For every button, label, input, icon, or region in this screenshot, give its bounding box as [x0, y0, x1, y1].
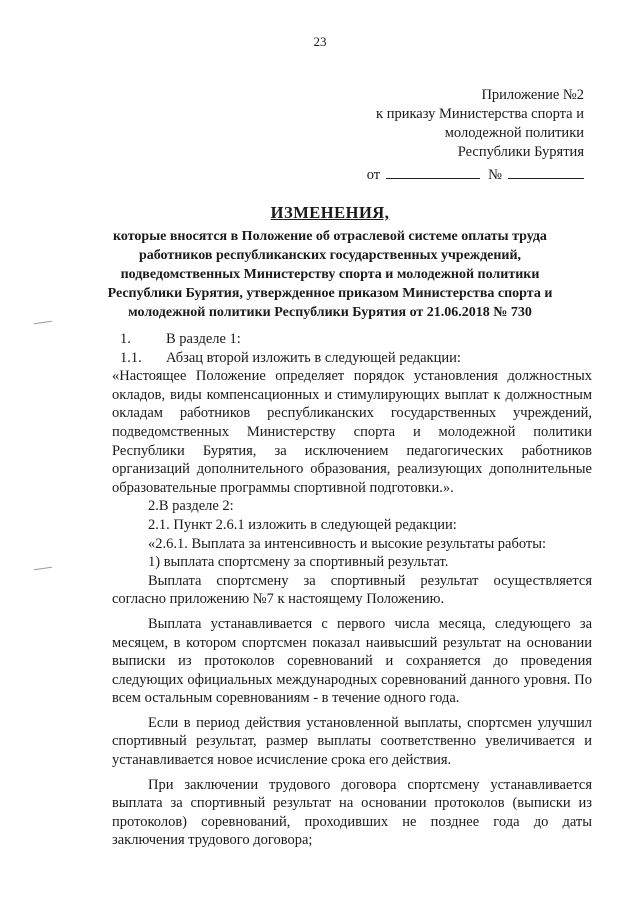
title-line: подведомственных Министерству спорта и молодежной политики	[120, 267, 540, 282]
document-title	[80, 203, 580, 322]
paragraph-3: Если в период действия установленной выплаты, спортсмен улучшил спортивный результат, размер выплаты соответственно увеличивается и устанавливается новое исчисление срока его действия.	[112, 714, 592, 769]
item-text: В разделе 1:	[166, 331, 241, 347]
number-blank	[508, 164, 584, 179]
subitem-1: 1) выплата спортсмену за спортивный результат.	[148, 554, 449, 571]
item-number: 1.	[120, 331, 131, 347]
page-number: 23	[313, 34, 327, 49]
appendix-title: Приложение №2	[481, 87, 584, 103]
number-label: №	[488, 167, 502, 183]
appendix-republic-line: Республики Бурятия	[457, 144, 584, 160]
title-subtitle	[80, 227, 580, 322]
item-number: 1.1.	[120, 349, 142, 366]
title-main: ИЗМЕНЕНИЯ,	[270, 203, 390, 222]
item-2-6-1: «2.6.1. Выплата за интенсивность и высокие результаты работы:	[148, 535, 547, 552]
margin-mark	[34, 321, 52, 326]
appendix-date-number-row	[367, 164, 584, 185]
title-line: которые вносятся в Положение об отраслевой системе оплаты труда	[113, 229, 547, 244]
paragraph-2: Выплата устанавливается с первого числа месяца, следующего за месяцем, в котором спортсмен показал наивысший результат на основании выписки из протоколов соревнований и сохраняется до проведения следующих официальных международных соревнований данного уровня. По всем остальным соревнованиям - в течение одного года.	[112, 615, 592, 707]
from-label: от	[366, 167, 381, 183]
appendix-ministry-line: молодежной политики	[444, 125, 584, 141]
item-1-1	[112, 349, 592, 368]
paragraph-1: Выплата спортсмену за спортивный результат осуществляется согласно приложению №7 к настоящему Положению.	[112, 572, 592, 608]
title-line: Республики Бурятия, утвержденное приказом Министерства спорта и	[107, 286, 553, 301]
appendix-header	[367, 86, 584, 185]
item-1	[112, 330, 592, 349]
margin-mark	[34, 567, 52, 572]
document-body	[112, 330, 592, 850]
quote-paragraph-1: «Настоящее Положение определяет порядок установления должностных окладов, виды компенсационных и стимулирующих выплат к должностным окладам работников республиканских государственных учреждений, подведомственных Министерству спорта и молодежной политики Республики Бурятия, за исключением педагогических работников организаций дополнительного образования, реализующих дополнительные образовательные программы спортивной подготовки.».	[112, 368, 592, 496]
appendix-order-line: к приказу Министерства спорта и	[376, 106, 584, 122]
title-line: молодежной политики Республики Бурятия от 21.06.2018 № 730	[128, 305, 532, 320]
title-line: работников республиканских государственных учреждений,	[138, 248, 522, 263]
item-2: 2.В разделе 2:	[148, 498, 234, 515]
paragraph-4: При заключении трудового договора спортсмену устанавливается выплата за спортивный результат на основании протоколов (выписки из протоколов) соревнований, проходивших не позднее года до даты заключения трудового договора;	[112, 776, 592, 849]
date-blank	[386, 164, 480, 179]
item-2-1: 2.1. Пункт 2.6.1 изложить в следующей редакции:	[148, 516, 457, 533]
item-text: Абзац второй изложить в следующей редакции:	[166, 349, 461, 366]
